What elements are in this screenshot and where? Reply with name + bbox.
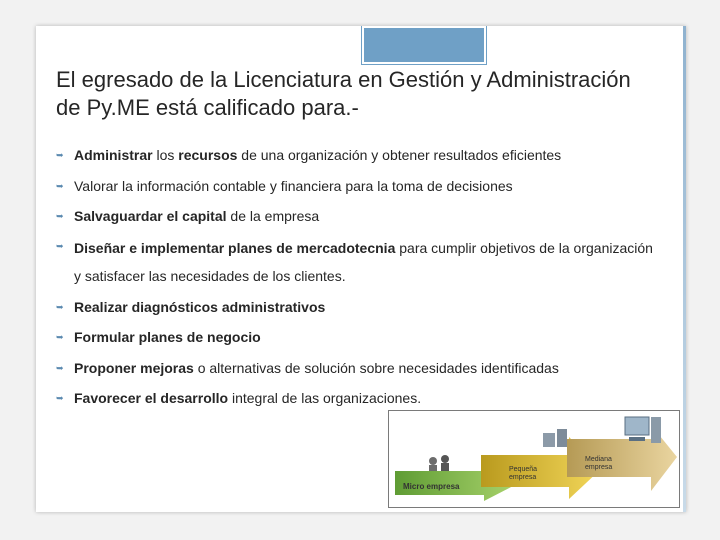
bullet-bold-text: recursos (178, 147, 238, 163)
arrow-bullet-icon: ➥ (56, 211, 64, 221)
arrow-bullet-icon: ➥ (56, 362, 64, 373)
arrow-bullet-icon: ➥ (56, 180, 64, 191)
arrow-bullet-icon: ➥ (56, 240, 64, 251)
list-item (56, 292, 656, 323)
bullet-bold-text: Salvaguardar el capital (74, 208, 227, 224)
bullet-text: de una organización y obtener resultados eficientes (237, 147, 562, 163)
list-item (56, 171, 656, 202)
list-item (56, 232, 656, 290)
people-icon (429, 455, 449, 471)
arrow-bullet-icon: ➥ (56, 332, 64, 342)
bullet-text: o alternativas de solución sobre necesidades identificadas (193, 359, 559, 376)
list-item (56, 353, 656, 384)
arrow-bullet-icon: ➥ (56, 301, 64, 312)
bullet-bold-text: Realizar diagnósticos administrativos (74, 298, 326, 315)
list-item (56, 383, 656, 414)
bullet-list (56, 140, 656, 414)
stage-label-micro: Micro empresa (403, 482, 460, 491)
bullet-text: de la empresa (226, 208, 320, 224)
slide-title: El egresado de la Licenciatura en Gestión y Administración de Py.ME está calificado para.- (56, 67, 631, 120)
stage-label-small: Pequeña empresa (509, 466, 538, 481)
bullet-text: integral de las organizaciones. (228, 390, 422, 406)
list-item (56, 201, 656, 232)
bullet-bold-text: Proponer mejoras (74, 359, 194, 376)
stage-label-medium: Mediana empresa (585, 456, 613, 471)
bullet-bold-text: Formular planes de negocio (74, 329, 261, 345)
bullet-bold-text: Diseñar e implementar planes de mercadotecnia (74, 239, 396, 256)
growth-diagram-graphic (389, 411, 679, 507)
bullet-text: Valorar la información contable y financiera para la toma de decisiones (74, 177, 513, 194)
slide (36, 26, 686, 512)
slide-edge (683, 26, 686, 512)
header-accent-block (362, 26, 486, 64)
list-item (56, 140, 656, 171)
bullet-bold-text: Administrar (74, 147, 153, 163)
bullet-text: para cumplir objetivos de la organización y satisfacer las necesidades de los clientes. (74, 239, 653, 284)
bullet-text: los (152, 147, 179, 163)
growth-diagram (388, 410, 680, 508)
bullet-bold-text: Favorecer el desarrollo (74, 390, 229, 406)
arrow-bullet-icon: ➥ (56, 393, 64, 403)
arrow-bullet-icon: ➥ (56, 150, 64, 160)
small-building-icon (543, 429, 567, 447)
computer-icon (625, 417, 661, 443)
list-item (56, 322, 656, 353)
